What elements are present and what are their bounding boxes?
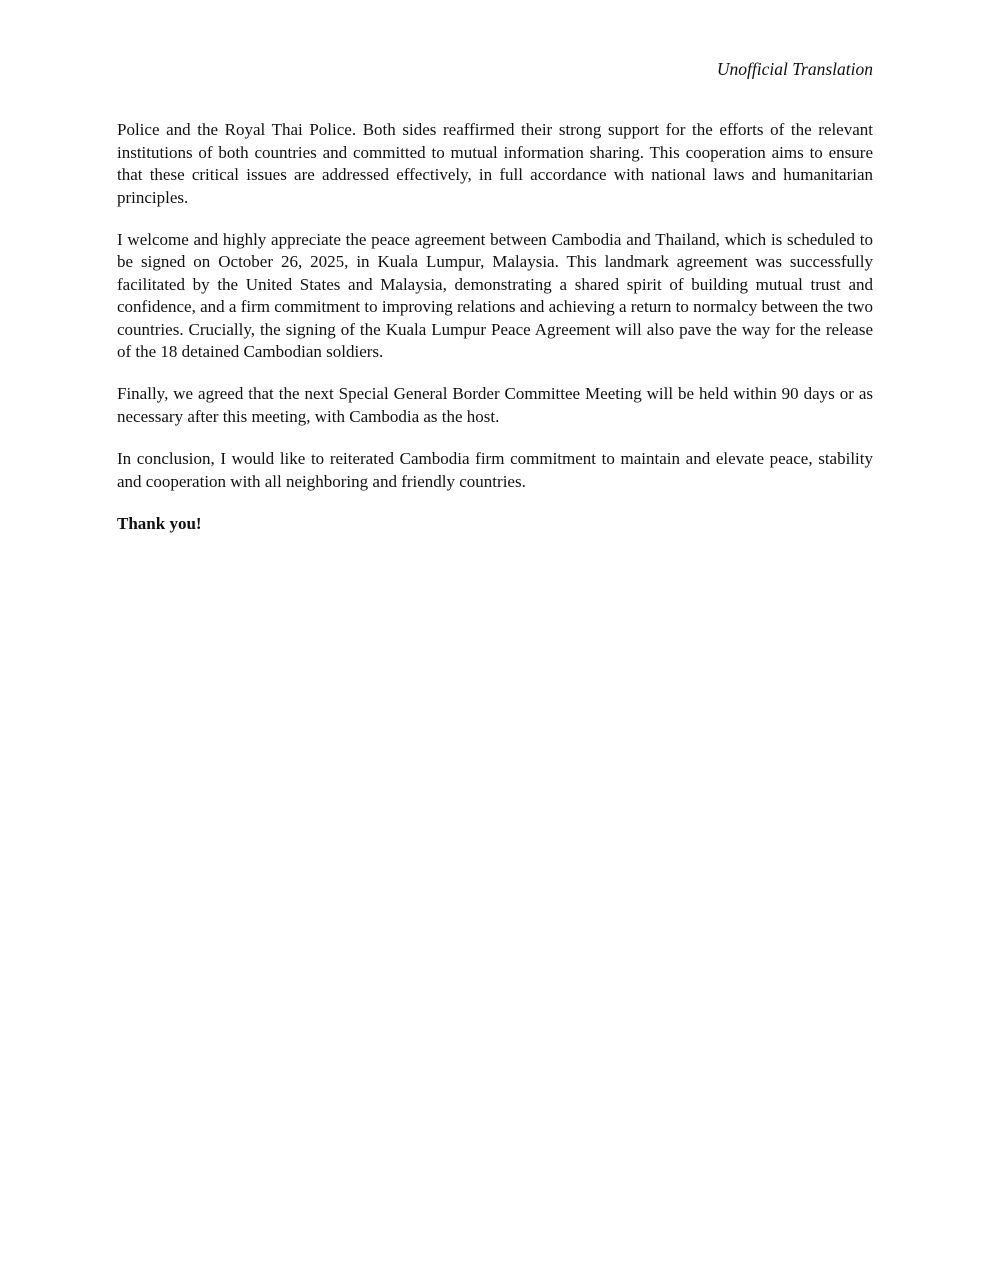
paragraph-next-meeting: Finally, we agreed that the next Special General Border Committee Meeting will be held within 90 days or as necessary after this meeting, with Cambodia as the host. xyxy=(117,384,873,426)
paragraph-conclusion: In conclusion, I would like to reiterated Cambodia firm commitment to maintain and elevate peace, stability and cooperation with all neighboring and friendly countries. xyxy=(117,449,873,491)
header-note: Unofficial Translation xyxy=(716,59,873,79)
paragraph-police-cooperation: Police and the Royal Thai Police. Both sides reaffirmed their strong support for the efforts of the relevant institutions of both countries and committed to mutual information sharing. This cooperation aims to ensure that these critical issues are addressed effectively, in full accordance with national laws and humanitarian principles. xyxy=(117,120,873,207)
closing-thank-you: Thank you! xyxy=(117,514,202,534)
paragraph-peace-agreement: I welcome and highly appreciate the peace agreement between Cambodia and Thailand, which is scheduled to be signed on October 26, 2025, in Kuala Lumpur, Malaysia. This landmark agreement was successfully facilitated by the United States and Malaysia, demonstrating a shared spirit of building mutual trust and confidence, and a firm commitment to improving relations and achieving a return to normalcy between the two countries. Crucially, the signing of the Kuala Lumpur Peace Agreement will also pave the way for the release of the 18 detained Cambodian soldiers. xyxy=(117,230,873,362)
